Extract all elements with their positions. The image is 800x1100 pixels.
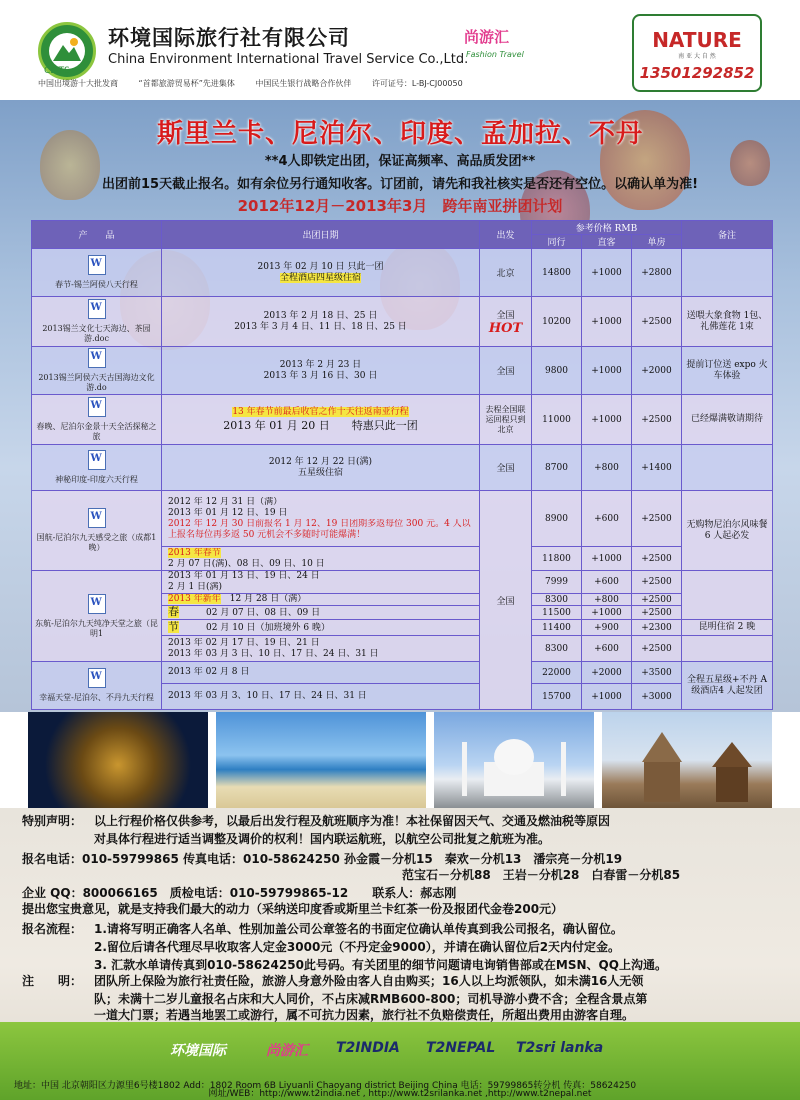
remark-cell: 无购物尼泊尔风味餐6 人起必发 [682, 491, 773, 571]
departure-cell: 全国 [480, 347, 532, 395]
hot-badge: HOT [488, 320, 523, 336]
direct-price: +600 [582, 636, 632, 662]
dates-cell [162, 594, 480, 606]
price-table [31, 220, 773, 710]
date-line: 2 月 1 日(满) [168, 582, 223, 592]
dates-cell [162, 620, 480, 636]
word-document-icon [88, 508, 106, 528]
table-row [32, 347, 773, 395]
single-price: +2500 [632, 395, 682, 445]
footer-logo-ceits: 环境国际 [170, 1043, 226, 1059]
date-line: 2013 年 2 月 18 日、25 日 [263, 310, 378, 321]
product-name: 2013锡兰文化七天海边、茶园游.doc [42, 324, 151, 343]
fashion-logo-en: Fashion Travel [466, 50, 524, 59]
col-header-product: 产 品 [32, 221, 162, 249]
credential-item: 中国民生银行战略合作伙伴 [255, 79, 352, 88]
col-header-peer: 同行 [532, 235, 582, 249]
remark-cell [682, 445, 773, 491]
disclaimer-label: 特别声明： [22, 814, 83, 828]
dates-cell [162, 684, 480, 710]
phone-line-2: 范宝石－分机88 王岩－分机28 白春雷－分机85 [402, 868, 681, 882]
process-step: 3. 汇款水单请传真到010-58624250此号码。有关团里的细节问题请电询销售部或在MSN、QQ上沟通。 [94, 958, 667, 972]
date-line: 2013 年 3 月 4 日、11 日、18 日、25 日 [234, 321, 407, 332]
fashion-logo-cn: 尚游汇 [464, 28, 510, 46]
direct-price: +1000 [582, 347, 632, 395]
col-header-price-group: 参考价格 RMB [532, 221, 682, 235]
remark-cell: 昆明住宿 2 晚 [682, 620, 773, 636]
new-year-label: 2013 年新年 [168, 594, 221, 604]
note-line: 队；未满十二岁儿童报名占床和大人同价，不占床减RMB600-800；司机导游小费不含；全程含景点第 [94, 992, 648, 1006]
jie-label: 节 [168, 621, 179, 633]
departure-cell: 全国 [480, 491, 532, 710]
date-line: 2013 年 03 月 3、10 日、17 日、24 日、31 日 [168, 691, 367, 701]
dates-cell [162, 662, 480, 684]
promo-note: 2012 年 12 月 30 日前报名 1 月 12、19 日团期多返每位 300 元。4 人以上报名每位再多返 50 元机会不多随时可能爆满！ [168, 518, 471, 540]
remark-cell [682, 249, 773, 297]
credential-item: 中国出境游十大批发商 [38, 79, 118, 88]
single-price: +2800 [632, 249, 682, 297]
peer-price: 9800 [532, 347, 582, 395]
date-line: 2013 年 3 月 16 日、30 日 [263, 370, 378, 381]
hero-notice: 出团前15天截止报名。如有余位另行通知收客。订团前，请先和我社核实是否还有空位。以确认单为准! [101, 177, 699, 192]
nature-contact-box [632, 14, 762, 92]
product-cell[interactable] [32, 347, 162, 395]
departure-cell [480, 297, 532, 347]
product-name: 春节-锡兰阿侯八天行程 [55, 280, 138, 289]
footer-logo-t2srilanka[interactable]: T2sri lanka [516, 1040, 604, 1056]
dates-cell [162, 445, 480, 491]
table-header-row [32, 221, 773, 235]
footer-logo-t2nepal[interactable]: T2NEPAL [426, 1040, 496, 1056]
single-price: +2300 [632, 620, 682, 636]
footer-web-links[interactable]: 网址/WEB：http://www.t2india.net , http://www.t2srilanka.net ,http://www.t2nepal.net [208, 1089, 592, 1099]
product-cell[interactable] [32, 491, 162, 571]
photo-strip [28, 712, 772, 808]
table-row [32, 249, 773, 297]
disclaimer-line: 以上行程价格仅供参考，以最后出发行程及航班顺序为准！本社保留因天气、交通及燃油税等原因 [94, 814, 611, 828]
peer-price: 11000 [532, 395, 582, 445]
credential-item: “首都旅游贸易杯”先进集体 [138, 79, 235, 88]
date-line: 02 月 07 日、08 日、09 日 [206, 608, 321, 618]
beach-boat-photo [216, 712, 426, 808]
table-row [32, 395, 773, 445]
cejts-label: CEITS [44, 66, 70, 76]
direct-price: +1000 [582, 297, 632, 347]
direct-price: +1000 [582, 684, 632, 710]
date-line: 2013 年 02 月 8 日 [168, 667, 250, 677]
dates-cell [162, 395, 480, 445]
table-row [32, 662, 773, 684]
date-highlight: 13 年春节前最后收官之作十天往返南亚行程 [232, 406, 409, 417]
feedback-line: 提出您宝贵意见，就是支持我们最大的动力（采纳送印度香或斯里兰卡红茶一份及报团代金卷200元） [22, 902, 564, 916]
buddhist-artifact-photo [28, 712, 208, 808]
single-price: +2500 [632, 636, 682, 662]
single-price: +2500 [632, 571, 682, 594]
footer-logo-t2india[interactable]: T2INDIA [336, 1040, 400, 1056]
peer-price: 8300 [532, 594, 582, 606]
col-header-departure: 出发 [480, 221, 532, 249]
peer-price: 7999 [532, 571, 582, 594]
product-name: 国航-尼泊尔九天感受之旅（成都1晚） [36, 533, 157, 552]
dates-cell [162, 347, 480, 395]
nepal-temple-photo [602, 712, 772, 808]
nature-subtitle: 南 亚 大 自 然 [678, 53, 716, 60]
peer-price: 8900 [532, 491, 582, 547]
remark-cell: 提前订位送 expo 火车体验 [682, 347, 773, 395]
date-line: 2013 年 01 月 13 日、19 日、24 日 [168, 571, 320, 581]
single-price: +2500 [632, 594, 682, 606]
direct-price: +1000 [582, 395, 632, 445]
date-line: 2012 年 12 月 22 日(满) [268, 456, 373, 467]
single-price: +3000 [632, 684, 682, 710]
peer-price: 11800 [532, 547, 582, 571]
remark-cell: 已经爆满敬请期待 [682, 395, 773, 445]
date-line: 2013 年 01 月 12 日、19 日 [168, 507, 288, 518]
product-cell[interactable] [32, 297, 162, 347]
word-document-icon [88, 594, 106, 614]
footer-logos [170, 1036, 650, 1066]
temple-icon [602, 712, 772, 808]
date-line: 2012 年 12 月 31 日（满） [168, 496, 283, 507]
single-price: +1400 [632, 445, 682, 491]
qq-line: 企业 QQ：800066165 质检电话：010-59799865-12 联系人：郝志刚 [22, 886, 457, 900]
direct-price: +600 [582, 491, 632, 547]
hero-title: 斯里兰卡、尼泊尔、印度、孟加拉、不丹 [156, 119, 643, 149]
nature-phone: 13501292852 [639, 64, 755, 82]
departure-cell: 全国 [480, 445, 532, 491]
note-line: 团队所上保险为旅行社责任险，旅游人身意外险由客人自由购买；16人以上均派领队，如未满16人无领 [94, 974, 644, 988]
disclaimer-line: 对具体行程进行适当调整及调价的权利！国内联运航班，以航空公司批复之航班为准。 [94, 832, 551, 846]
fashion-travel-logo [462, 24, 532, 68]
word-document-icon [88, 348, 106, 368]
company-name-en: China Environment International Travel Service Co.,Ltd. [108, 52, 469, 67]
peer-price: 11400 [532, 620, 582, 636]
date-line: 2013 年 2 月 23 日 [279, 359, 362, 370]
departure-cell: 北京 [480, 249, 532, 297]
product-cell[interactable] [32, 395, 162, 445]
direct-price: +900 [582, 620, 632, 636]
single-price: +3500 [632, 662, 682, 684]
date-line: 2 月 07 日(满)、08 日、09 日、10 日 [168, 558, 325, 569]
word-document-icon [88, 397, 106, 417]
note-label: 注 明： [22, 974, 83, 988]
peer-price: 8700 [532, 445, 582, 491]
product-name: 神秘印度-印度六天行程 [55, 475, 138, 484]
hero-period: 2012年12月－2013年3月 跨年南亚拼团计划 [237, 197, 563, 215]
table-row [32, 571, 773, 594]
note-line: 一道大门票；若遇当地罢工或游行，属不可抗力因素，旅行社不负赔偿责任，所超出费用由游客自理。 [94, 1008, 635, 1022]
col-header-direct: 直客 [582, 235, 632, 249]
dates-cell [162, 636, 480, 662]
word-document-icon [88, 450, 106, 470]
word-document-icon [88, 299, 106, 319]
taj-mahal-photo [434, 712, 594, 808]
date-line: 2013 年 03 月 3 日、10 日、17 日、24 日、31 日 [168, 648, 379, 659]
nature-title: NATURE [652, 28, 742, 52]
direct-price: +1000 [582, 249, 632, 297]
table-row [32, 491, 773, 547]
process-step: 2.留位后请各代理尽早收取客人定金3000元（不丹定金9000），并请在确认留位后2天内付定金。 [94, 940, 621, 954]
peer-price: 10200 [532, 297, 582, 347]
taj-mahal-icon [434, 712, 594, 808]
footer-logo-fashion: 尚游汇 [266, 1043, 308, 1059]
dates-cell [162, 571, 480, 594]
product-name: 幸福天堂-尼泊尔、不丹九天行程 [39, 693, 154, 702]
header [0, 0, 800, 100]
product-name: 2013锡兰阿侯六天古国海边文化游.do [38, 373, 155, 392]
table-row [32, 445, 773, 491]
dates-cell [162, 249, 480, 297]
date-line: 2013 年 01 月 20 日 特惠只此一团 [223, 418, 418, 432]
spring-festival-label: 2013 年春节 [168, 547, 221, 558]
chun-label: 春 [168, 606, 179, 618]
remark-cell: 全程五星级+不丹 A 级酒店4 人起发团 [682, 662, 773, 710]
dates-cell [162, 297, 480, 347]
word-document-icon [88, 255, 106, 275]
date-line: 12 月 28 日（满） [229, 594, 307, 604]
direct-price: +800 [582, 594, 632, 606]
word-document-icon [88, 668, 106, 688]
process-step: 1.请将写明正确客人名单、性别加盖公司公章签名的书面定位确认单传真到我公司报名，确认留位。 [94, 922, 623, 936]
product-cell[interactable] [32, 571, 162, 662]
hero-subtitle: **4人即铁定出团，保证高频率、高品质发团** [264, 154, 536, 169]
col-header-single: 单房 [632, 235, 682, 249]
date-line: 2013 年 02 月 17 日、19 日、21 日 [168, 637, 320, 648]
product-name: 东航-尼泊尔九天纯净天堂之旅（昆明1 [35, 618, 158, 638]
col-header-remark: 备注 [682, 221, 773, 249]
peer-price: 11500 [532, 606, 582, 620]
remark-cell: 送喂大象食物 1包、礼佛莲花 1束 [682, 297, 773, 347]
dates-cell [162, 491, 480, 547]
single-price: +2500 [632, 606, 682, 620]
license-number: 许可证号：L-BJ-CJ00050 [371, 79, 463, 88]
peer-price: 15700 [532, 684, 582, 710]
peer-price: 8300 [532, 636, 582, 662]
single-price: +2500 [632, 491, 682, 547]
peer-price: 22000 [532, 662, 582, 684]
phone-line: 报名电话：010-59799865 传真电话：010-58624250 孙金霞－分机15 秦欢－分机13 潘宗亮－分机19 [22, 852, 623, 866]
dates-cell [162, 606, 480, 620]
direct-price: +1000 [582, 606, 632, 620]
single-price: +2500 [632, 297, 682, 347]
departure-text: 全国 [496, 310, 515, 321]
product-cell[interactable] [32, 249, 162, 297]
process-label: 报名流程： [22, 922, 83, 936]
company-name-cn: 环境国际旅行社有限公司 [108, 26, 350, 50]
date-line: 五星级住宿 [297, 467, 343, 478]
product-cell[interactable] [32, 662, 162, 710]
product-name: 春晚、尼泊尔金景十天全活探秘之旅 [36, 422, 157, 441]
date-line: 02 月 10 日（加班境外 6 晚） [206, 623, 330, 633]
single-price: +2000 [632, 347, 682, 395]
table-row [32, 297, 773, 347]
credentials-line [38, 78, 481, 89]
peer-price: 14800 [532, 249, 582, 297]
direct-price: +600 [582, 571, 632, 594]
date-highlight: 全程酒店四星级住宿 [279, 272, 361, 283]
single-price: +2500 [632, 547, 682, 571]
direct-price: +2000 [582, 662, 632, 684]
product-cell[interactable] [32, 445, 162, 491]
direct-price: +1000 [582, 547, 632, 571]
departure-cell: 去程全国联运回程只到北京 [480, 395, 532, 445]
direct-price: +800 [582, 445, 632, 491]
footer-address: 地址：中国 北京朝阳区力源里6号楼1802 Add：1802 Room 6B Liyuanli Chaoyang district Beijing China 电话：59799865转分机 传真：58624250 [14, 1081, 637, 1091]
col-header-dates: 出团日期 [162, 221, 480, 249]
dates-cell [162, 547, 480, 571]
date-line: 2013 年 02 月 10 日 只此一团 [257, 261, 384, 272]
